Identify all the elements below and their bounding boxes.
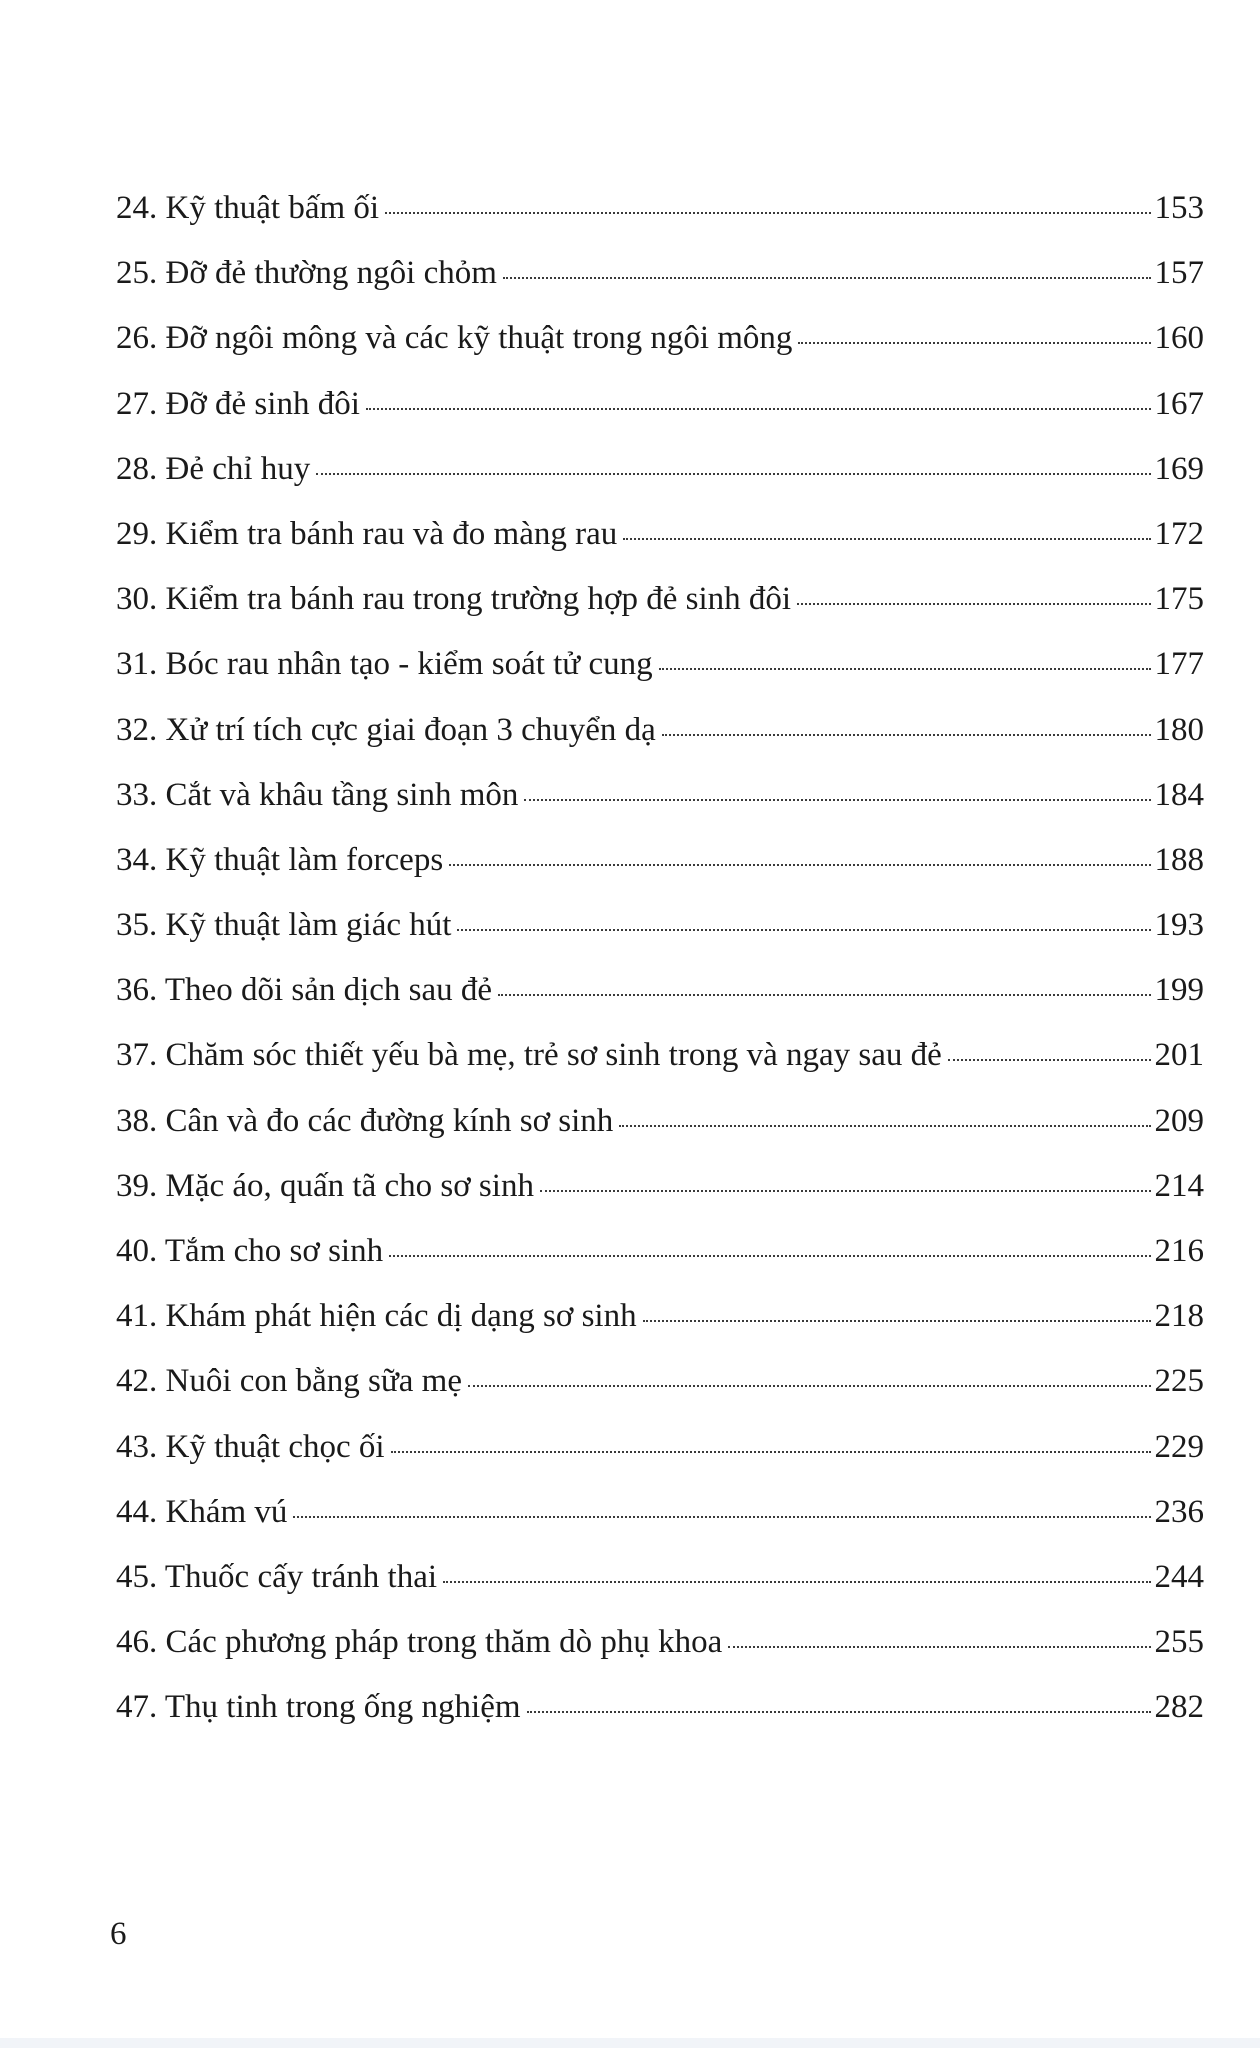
toc-entry (116, 1039, 1204, 1104)
toc-entry-page: 160 (1154, 320, 1204, 357)
toc-entry-page: 188 (1154, 841, 1204, 878)
toc-dot-leader (524, 799, 1150, 801)
toc-entry-page: 214 (1154, 1167, 1204, 1204)
toc-entry (116, 1300, 1204, 1365)
toc-entry-title: 30. Kiểm tra bánh rau trong trường hợp đẻ sinh đôi (116, 581, 792, 618)
toc-entry (116, 1235, 1204, 1300)
toc-entry-page: 177 (1154, 646, 1204, 683)
toc-entry-page: 193 (1154, 907, 1204, 944)
toc-entry-page: 216 (1154, 1233, 1204, 1269)
toc-entry (116, 1558, 1204, 1626)
toc-entry-title: 26. Đỡ ngôi mông và các kỹ thuật trong ngôi mông (116, 320, 793, 357)
toc-entry-page: 184 (1154, 776, 1204, 813)
toc-entry-page: 157 (1154, 255, 1204, 292)
toc-entry-title: 42. Nuôi con bằng sữa mẹ (116, 1363, 462, 1400)
toc-dot-leader (385, 212, 1150, 214)
toc-dot-leader (366, 408, 1151, 410)
toc-dot-leader (316, 473, 1150, 475)
toc-entry (116, 257, 1204, 322)
toc-entry-title: 44. Khám vú (116, 1493, 288, 1530)
toc-entry-page: 244 (1154, 1558, 1204, 1595)
toc-dot-leader (468, 1385, 1151, 1387)
toc-dot-leader (948, 1059, 1151, 1061)
toc-dot-leader (443, 1581, 1150, 1583)
toc-entry-page: 225 (1154, 1363, 1204, 1400)
toc-dot-leader (449, 864, 1150, 866)
toc-entry-page: 209 (1154, 1102, 1204, 1139)
toc-dot-leader (798, 342, 1150, 344)
toc-dot-leader (457, 929, 1150, 931)
toc-entry (116, 192, 1204, 257)
toc-entry (116, 974, 1204, 1039)
toc-dot-leader (391, 1451, 1151, 1453)
toc-entry-title: 34. Kỹ thuật làm forceps (116, 841, 444, 878)
toc-entry-title: 46. Các phương pháp trong thăm dò phụ khoa (116, 1624, 723, 1661)
toc-dot-leader (540, 1190, 1151, 1192)
toc-entry-title: 25. Đỡ đẻ thường ngôi chỏm (116, 255, 497, 292)
toc-entry (116, 583, 1204, 648)
toc-entry-title: 38. Cân và đo các đường kính sơ sinh (116, 1102, 614, 1139)
toc-entry (116, 776, 1204, 844)
toc-entry-title: 36. Theo dõi sản dịch sau đẻ (116, 972, 493, 1009)
toc-entry-page: 153 (1154, 190, 1204, 226)
toc-entry-title: 31. Bóc rau nhân tạo - kiểm soát tử cung (116, 646, 653, 683)
toc-entry (116, 1428, 1204, 1496)
toc-entry-page: 218 (1154, 1298, 1204, 1335)
toc-dot-leader (498, 994, 1150, 996)
toc-dot-leader (728, 1646, 1150, 1648)
toc-entry-page: 255 (1154, 1624, 1204, 1661)
toc-entry-page: 229 (1154, 1428, 1204, 1465)
toc-entry-page: 172 (1154, 515, 1204, 552)
page-number: 6 (110, 1916, 127, 1952)
toc-entry-title: 24. Kỹ thuật bấm ối (116, 190, 380, 226)
toc-dot-leader (659, 668, 1151, 670)
toc-entry (116, 909, 1204, 974)
toc-entry-page: 199 (1154, 972, 1204, 1009)
toc-entry-title: 40. Tắm cho sơ sinh (116, 1233, 384, 1269)
toc-entry-title: 39. Mặc áo, quấn tã cho sơ sinh (116, 1167, 534, 1204)
toc-dot-leader (503, 277, 1151, 279)
toc-entry-page: 201 (1154, 1037, 1204, 1074)
toc-entry-title: 43. Kỹ thuật chọc ối (116, 1428, 385, 1465)
toc-entry (116, 385, 1204, 453)
toc-entry-title: 47. Thụ tinh trong ống nghiệm (116, 1689, 521, 1726)
toc-dot-leader (527, 1711, 1151, 1713)
toc-entry-title: 41. Khám phát hiện các dị dạng sơ sinh (116, 1298, 637, 1335)
toc-entry-title: 27. Đỡ đẻ sinh đôi (116, 385, 360, 422)
toc-dot-leader (623, 538, 1150, 540)
toc-entry-page: 236 (1154, 1493, 1204, 1530)
toc-entry (116, 515, 1204, 583)
toc-entry-title: 45. Thuốc cấy tránh thai (116, 1558, 438, 1595)
toc-entry (116, 648, 1204, 713)
toc-entry (116, 711, 1204, 779)
toc-entry-page: 167 (1154, 385, 1204, 422)
toc-dot-leader (293, 1516, 1150, 1518)
table-of-contents (116, 192, 1204, 1757)
toc-entry-title: 33. Cắt và khâu tầng sinh môn (116, 776, 519, 813)
toc-entry-title: 37. Chăm sóc thiết yếu bà mẹ, trẻ sơ sinh trong và ngay sau đẻ (116, 1037, 942, 1074)
toc-entry (116, 1493, 1204, 1561)
toc-entry (116, 450, 1204, 518)
toc-entry (116, 1102, 1204, 1170)
toc-entry-page: 175 (1154, 581, 1204, 618)
toc-entry (116, 322, 1204, 387)
toc-entry (116, 841, 1204, 909)
toc-entry-page: 180 (1154, 711, 1204, 748)
toc-entry-title: 29. Kiểm tra bánh rau và đo màng rau (116, 515, 618, 552)
toc-entry-page: 282 (1154, 1689, 1204, 1726)
toc-entry-title: 35. Kỹ thuật làm giác hút (116, 907, 452, 944)
toc-dot-leader (662, 734, 1151, 736)
toc-entry (116, 1365, 1204, 1430)
toc-dot-leader (389, 1255, 1150, 1257)
toc-entry (116, 1167, 1204, 1235)
toc-entry-title: 28. Đẻ chỉ huy (116, 450, 311, 487)
toc-entry (116, 1691, 1204, 1756)
toc-entry-title: 32. Xử trí tích cực giai đoạn 3 chuyển dạ (116, 711, 656, 748)
toc-entry (116, 1626, 1204, 1691)
toc-entry-page: 169 (1154, 450, 1204, 487)
toc-dot-leader (643, 1320, 1151, 1322)
toc-dot-leader (619, 1125, 1150, 1127)
toc-dot-leader (797, 603, 1150, 605)
